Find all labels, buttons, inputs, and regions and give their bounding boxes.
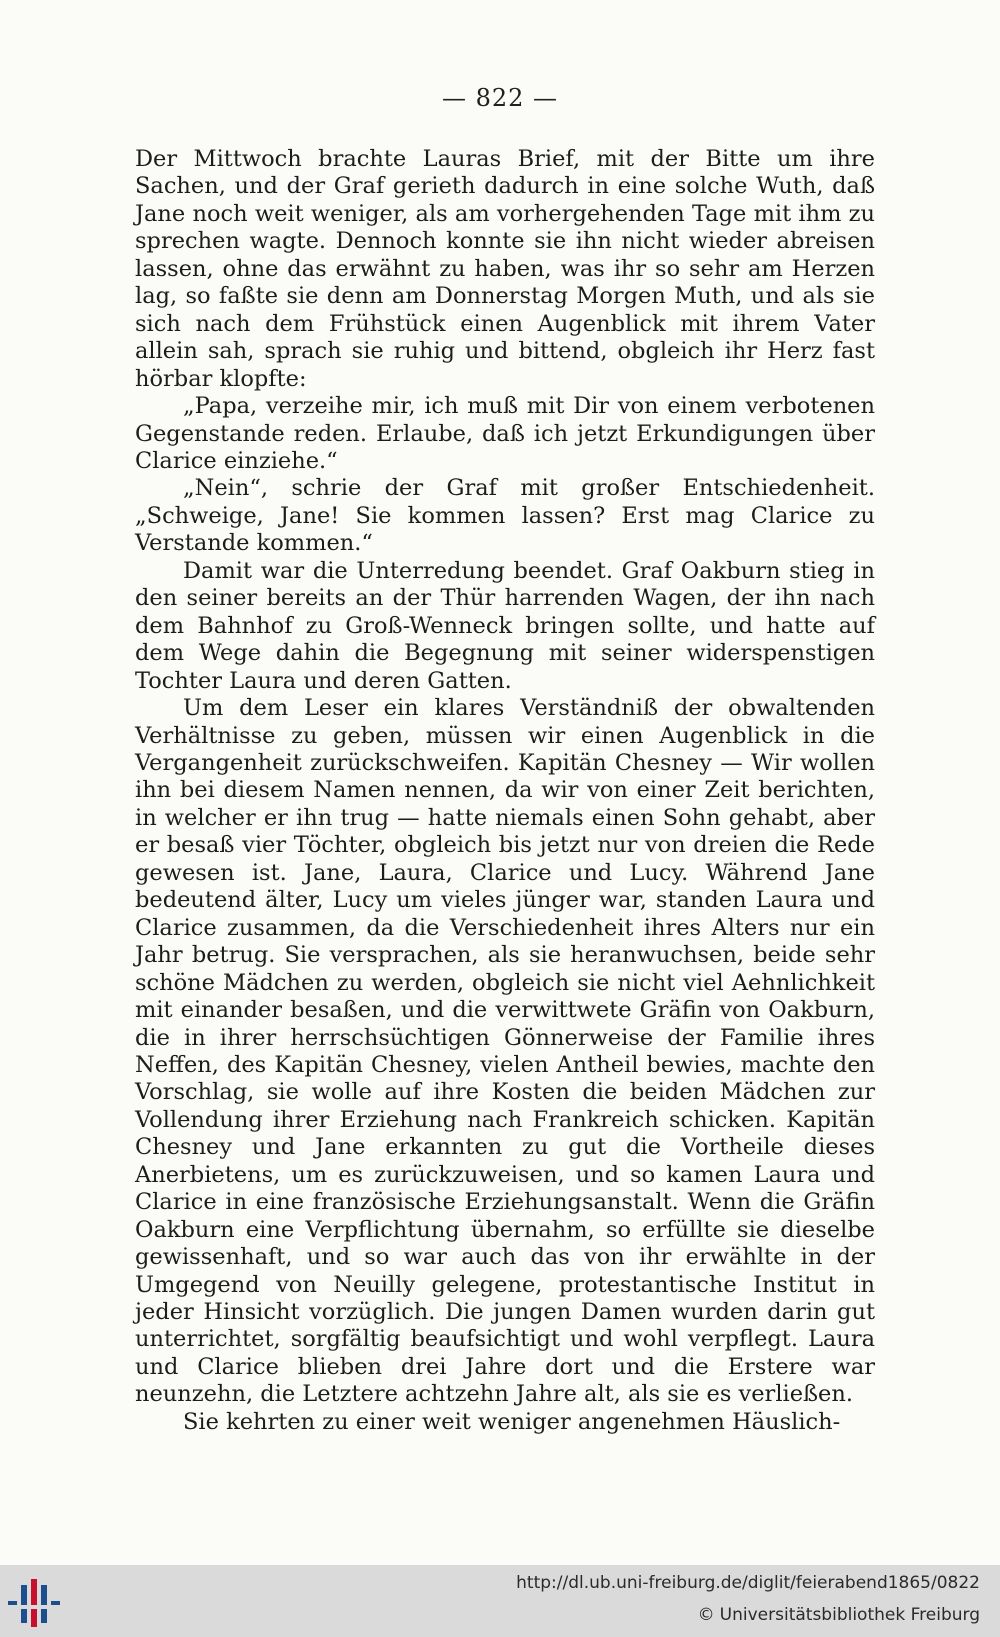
paragraph: Der Mittwoch brachte Lauras Brief, mit der Bitte um ihre Sachen, und der Graf gerieth dadurch in eine solche Wuth, daß Jane noch weit weniger, als am vorhergehenden Tage mit ihm zu sprechen wagte. Dennoch konnte sie ihn nicht wieder abreisen lassen, ohne das erwähnt zu haben, was ihr so sehr am Herzen lag, so faßte sie denn am Donnerstag Morgen Muth, und als sie sich nach dem Frühstück einen Augenblick mit ihrem Vater allein sah, sprach sie ruhig und bittend, obgleich ihr Herz fast hörbar klopfte: <box>135 146 875 392</box>
university-library-freiburg-logo-icon <box>6 1577 62 1629</box>
page-number: — 822 — <box>441 84 559 112</box>
paragraph: „Papa, verzeihe mir, ich muß mit Dir von einem verbotenen Gegenstande reden. Erlaube, daß ich jetzt Erkundigungen über Clarice einziehe.“ <box>135 393 875 474</box>
body-text <box>135 146 875 1436</box>
paragraph: Um dem Leser ein klares Verständniß der obwaltenden Verhältnisse zu geben, müssen wir einen Augenblick in die Vergangenheit zurückschweifen. Kapitän Chesney — Wir wollen ihn bei diesem Namen nennen, da wir von einer Zeit berichten, in welcher er ihn trug — hatte niemals einen Sohn gehabt, aber er besaß vier Töchter, obgleich bis jetzt nur von dreien die Rede gewesen ist. Jane, Laura, Clarice und Lucy. Während Jane bedeutend älter, Lucy um vieles jünger war, standen Laura und Clarice zusammen, da die Verschiedenheit ihres Alters nur ein Jahr betrug. Sie versprachen, als sie heranwuchsen, beide sehr schöne Mädchen zu werden, obgleich sie nicht viel Aehnlichkeit mit einander besaßen, und die verwittwete Gräfin von Oakburn, die in ihrer herrschsüchtigen Gönnerweise der Familie ihres Neffen, des Kapitän Chesney, vielen Antheil bewies, machte den Vorschlag, sie wolle auf ihre Kosten die beiden Mädchen zur Vollendung ihrer Erziehung nach Frankreich schicken. Kapitän Chesney und Jane erkannten zu gut die Vortheile dieses Anerbietens, um es zurückzuweisen, und so kamen Laura und Clarice in eine französische Erziehungsanstalt. Wenn die Gräfin Oakburn eine Verpflichtung übernahm, so erfüllte sie dieselbe gewissenhaft, und so war auch das von ihr erwählte in der Umgegend von Neuilly gelegene, protestantische Institut in jeder Hinsicht vorzüglich. Die jungen Damen wurden darin gut unterrichtet, sorgfältig beaufsichtigt und wohl verpflegt. Laura und Clarice blieben drei Jahre dort und die Erstere war neunzehn, die Letztere achtzehn Jahre alt, als sie es verließen. <box>135 695 875 1408</box>
paragraph: Sie kehrten zu einer weit weniger angenehmen Häuslich- <box>183 1408 841 1435</box>
copyright-symbol: © <box>697 1605 715 1625</box>
copyright-holder: Universitätsbibliothek Freiburg <box>719 1605 980 1625</box>
paragraph: „Nein“, schrie der Graf mit großer Entschiedenheit. „Schweige, Jane! Sie kommen lassen? Erst mag Clarice zu Verstande kommen.“ <box>135 475 875 557</box>
paragraph: Damit war die Unterredung beendet. Graf Oakburn stieg in den seiner bereits an der Thür harrenden Wagen, der ihn nach dem Bahnhof zu Groß-Wenneck bringen sollte, und hatte auf dem Wege dahin die Begegnung mit seiner widerspenstigen Tochter Laura und deren Gatten. <box>135 557 875 694</box>
copyright-notice <box>698 1605 980 1625</box>
footer-bar <box>0 1565 1000 1637</box>
source-url-link[interactable]: http://dl.ub.uni-freiburg.de/diglit/feierabend1865/0822 <box>516 1573 980 1593</box>
